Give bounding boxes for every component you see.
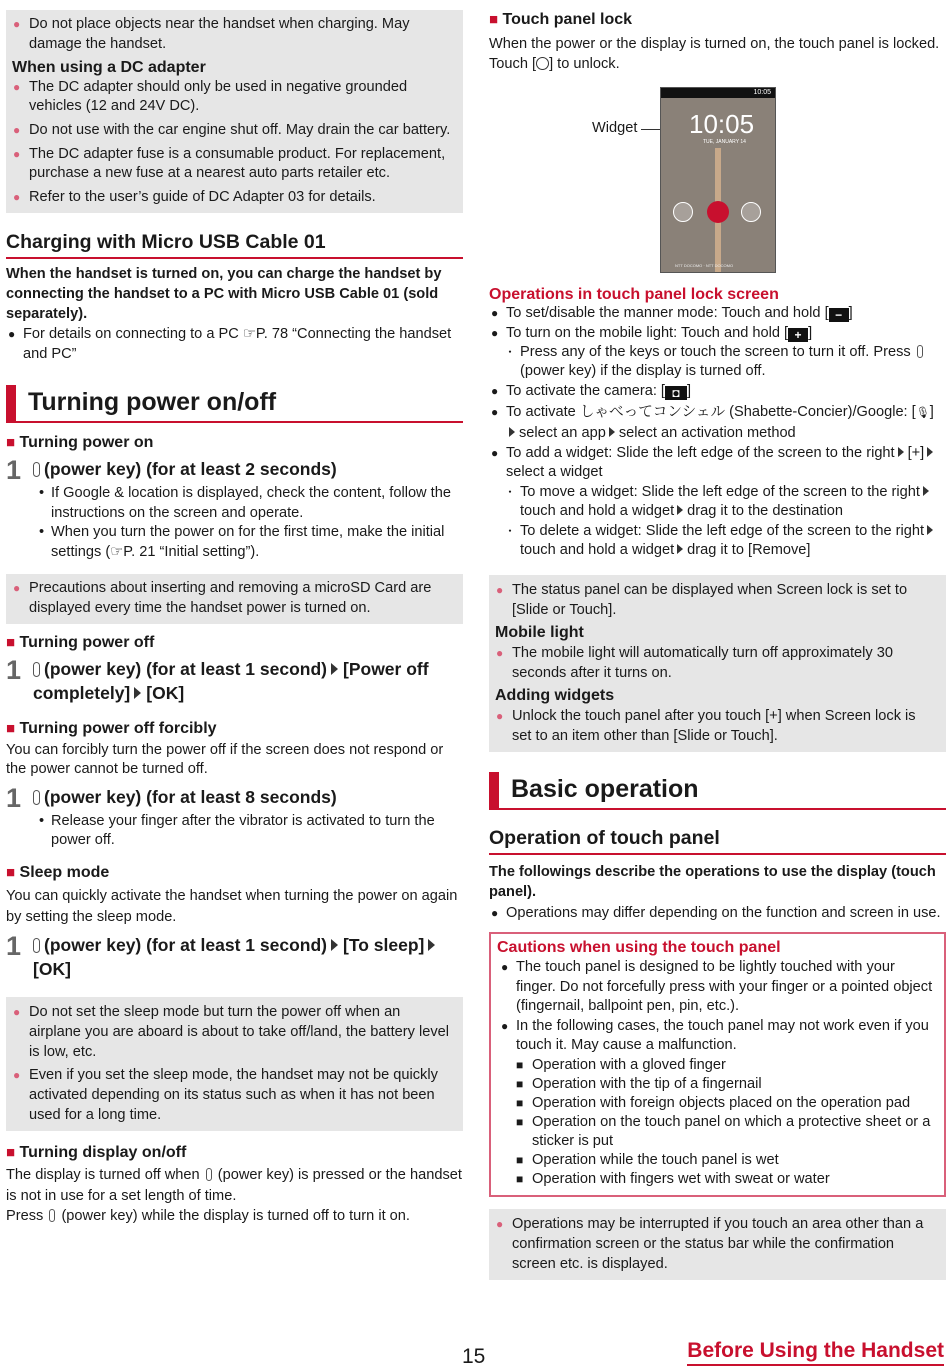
cautions-box [489, 932, 946, 1197]
power-key-icon [206, 1168, 212, 1181]
square-marker-icon: ■ [6, 864, 16, 882]
chapter-footer: Before Using the Handset [687, 1338, 944, 1366]
step-number: 1 [6, 655, 22, 686]
square-marker-icon: ■ [489, 11, 499, 28]
note-item: ● Refer to the user’s guide of DC Adapter 03 for details. [12, 188, 455, 208]
ops-list [489, 304, 946, 560]
arrow-icon [331, 663, 338, 675]
mobile-light-icon: + [788, 328, 808, 342]
lock-text: When the power or the display is turned on, the touch panel is locked. [489, 35, 940, 52]
charging-precautions-box [6, 10, 463, 213]
power-off-heading: ■ Turning power off [6, 634, 155, 652]
phone-lock-screen [660, 87, 776, 273]
unlock-text: Touch [ ] to unlock. [489, 56, 620, 73]
note-item: ● Do not place objects near the handset when charging. May damage the handset. [12, 15, 455, 54]
step-number: 1 [6, 930, 22, 961]
forcibly-notes [6, 812, 463, 851]
note-item: ● Even if you set the sleep mode, the handset may not be quickly activated depending on its status such as when it has not been used for a long time. [12, 1065, 455, 1125]
caution-cases [497, 1056, 938, 1189]
note-item: ● Unlock the touch panel after you touch [+] when Screen lock is set to an item other than [Slide or Touch]. [495, 706, 938, 746]
interruption-note-box [489, 1209, 946, 1280]
clock-widget: 10:05 [689, 108, 755, 139]
lock-button-icon [536, 57, 549, 70]
charging-section-title: Charging with Micro USB Cable 01 [6, 230, 463, 259]
note-item: ● Do not set the sleep mode but turn the power off when an airplane you are aboard is about to take off/land, the battery level is low, etc. [12, 1002, 455, 1062]
mic-shortcut-icon [741, 202, 761, 222]
microsd-note-box [6, 574, 463, 624]
step-number: 1 [6, 782, 22, 813]
touch-panel-section-title: Operation of touch panel [489, 826, 946, 855]
note-item: ● Precautions about inserting and removing a microSD Card are displayed every time the handset power is turned on. [12, 579, 455, 618]
caution-case: ■ Operation with foreign objects placed on the operation pad [516, 1094, 938, 1113]
mic-icon: 🎙 [915, 407, 930, 420]
mobile-light-heading: Mobile light [495, 624, 584, 642]
caution-item: ● In the following cases, the touch panel may not work even if you touch it. May cause a malfunction. [499, 1017, 938, 1056]
touch-panel-bullet: ● Operations may differ depending on the function and screen in use. [489, 903, 946, 923]
power-on-heading: ■ Turning power on [6, 434, 154, 452]
caution-case: ■ Operation with the tip of a fingernail [516, 1075, 938, 1094]
ops-subitem: ・ Press any of the keys or touch the screen to turn it off. Press (power key) if the display is turned off. [506, 343, 946, 382]
left-column [6, 10, 463, 1227]
step-note: • If Google & location is displayed, check the content, follow the instructions on the screen and operate. [37, 484, 463, 523]
unlock-button-icon [707, 201, 729, 223]
step-note: • When you turn the power on for the first time, make the initial settings (☞P. 21 “Initial setting”). [37, 523, 463, 562]
power-on-step: 1 (power key) (for at least 2 seconds) [6, 454, 337, 485]
display-text: The display is turned off when (power key) is pressed or the handset is not in use for a set length of time. Press (power key) while the display is turned off to turn it on. [6, 1167, 462, 1225]
sleep-text: You can quickly activate the handset when turning the power on again by setting the sleep mode. [6, 887, 458, 925]
power-key-icon [33, 462, 40, 477]
arrow-icon [927, 447, 933, 457]
page-number: 15 [462, 1345, 486, 1368]
touch-panel-lead: The followings describe the operations to use the display (touch panel). [489, 864, 936, 901]
power-key-icon [33, 662, 40, 677]
arrow-icon [331, 939, 338, 951]
arrow-icon [898, 447, 904, 457]
ops-item-light: ● To turn on the mobile light: Touch and hold [ + ] [489, 324, 946, 343]
widget-label: Widget [592, 119, 638, 136]
camera-shortcut-icon [673, 202, 693, 222]
sleep-step: 1 (power key) (for at least 1 second) [To sleep][OK] [6, 933, 463, 981]
charging-bullet: ● For details on connecting to a PC ☞P. 78 “Connecting the handset and PC” [6, 325, 463, 364]
status-bar-time: 10:05 [753, 88, 771, 96]
arrow-icon [509, 427, 515, 437]
power-key-icon [917, 345, 923, 358]
power-off-forcibly-heading: ■ Turning power off forcibly [6, 720, 217, 738]
caution-case: ■ Operation on the touch panel on which a protective sheet or a sticker is put [516, 1113, 938, 1151]
power-off-step: 1 (power key) (for at least 1 second) [Power off completely] [OK] [6, 655, 429, 704]
note-item: ● Do not use with the car engine shut off. May drain the car battery. [12, 121, 455, 141]
ops-item-camera: ● To activate the camera: [ ◘ ] [489, 382, 946, 401]
clock-date: TUE, JANUARY 14 [703, 138, 746, 145]
step-number: 1 [6, 454, 22, 485]
caution-case: ■ Operation with a gloved finger [516, 1056, 938, 1075]
note-item: ● Operations may be interrupted if you touch an area other than a confirmation screen or the status bar while the confirmation screen etc. is displayed. [495, 1214, 938, 1274]
sleep-mode-heading: ■ Sleep mode [6, 864, 110, 882]
lock-notes-box [489, 575, 946, 752]
power-key-icon [49, 1209, 55, 1222]
carrier-footer: NTT DOCOMO · NTT DOCOMO [675, 262, 734, 268]
basic-operation-banner: Basic operation [489, 772, 946, 810]
forcibly-step: 1 (power key) (for at least 8 seconds) [6, 782, 337, 813]
square-marker-icon: ■ [6, 1143, 16, 1161]
caution-case: ■ Operation while the touch panel is wet [516, 1151, 938, 1170]
display-onoff-heading: ■ Turning display on/off [6, 1143, 187, 1161]
caution-item: ● The touch panel is designed to be lightly touched with your finger. Do not forcefully press with your finger or a pointed object (fingernail, ballpoint pen, pin, etc.). [499, 958, 938, 1017]
step-note: • Release your finger after the vibrator is activated to turn the power off. [37, 812, 463, 851]
ops-lock-screen-heading: Operations in touch panel lock screen [489, 285, 779, 303]
forcibly-text: You can forcibly turn the power off if the screen does not respond or the power cannot be turned off. [6, 741, 444, 778]
power-on-notes [6, 484, 463, 562]
square-marker-icon: ■ [6, 634, 16, 652]
touch-panel-lock-heading: ■ Touch panel lock [489, 11, 633, 28]
camera-icon: ◘ [665, 386, 687, 400]
lock-screen-figure [489, 87, 946, 285]
arrow-icon [923, 486, 929, 496]
charging-lead: When the handset is turned on, you can charge the handset by connecting the handset to a PC with Micro USB Cable 01 (sold separately). [6, 266, 442, 322]
caution-case: ■ Operation with fingers wet with sweat or water [516, 1170, 938, 1189]
cautions-heading: Cautions when using the touch panel [497, 939, 781, 957]
ops-item-widget: ● To add a widget: Slide the left edge of the screen to the right [+]select a widget [489, 444, 946, 483]
power-banner: Turning power on/off [6, 385, 463, 423]
square-marker-icon: ■ [6, 434, 16, 452]
adding-widgets-heading: Adding widgets [495, 687, 615, 705]
note-item: ● The status panel can be displayed when Screen lock is set to [Slide or Touch]. [495, 580, 938, 620]
note-item: ● The mobile light will automatically turn off approximately 30 seconds after it turns on. [495, 643, 938, 683]
power-key-icon [33, 790, 40, 805]
right-column [489, 10, 946, 1280]
ops-item-manner: ● To set/disable the manner mode: Touch and hold [ − ] [489, 304, 946, 323]
square-marker-icon: ■ [6, 720, 16, 738]
arrow-icon [677, 544, 683, 554]
dc-adapter-heading: When using a DC adapter [12, 59, 206, 77]
arrow-icon [609, 427, 615, 437]
arrow-icon [677, 505, 683, 515]
note-item: ● The DC adapter fuse is a consumable product. For replacement, purchase a new fuse at a nearest auto parts retailer etc. [12, 145, 455, 184]
arrow-icon [428, 939, 435, 951]
arrow-icon [927, 525, 933, 535]
ops-item-shabette: ● To activate しゃべってコンシェル (Shabette-Concier)/Google: [🎙]select an app select an activation method [489, 403, 946, 443]
ops-subitem: ・ To move a widget: Slide the left edge of the screen to the righttouch and hold a widget drag it to the destination [506, 483, 946, 522]
note-item: ● The DC adapter should only be used in negative grounded vehicles (12 and 24V DC). [12, 78, 455, 117]
arrow-icon [134, 687, 141, 699]
manner-mode-icon: − [829, 308, 849, 322]
sleep-notes-box [6, 997, 463, 1131]
ops-subitem: ・ To delete a widget: Slide the left edge of the screen to the righttouch and hold a widget drag it to [Remove] [506, 522, 946, 561]
power-key-icon [33, 938, 40, 953]
